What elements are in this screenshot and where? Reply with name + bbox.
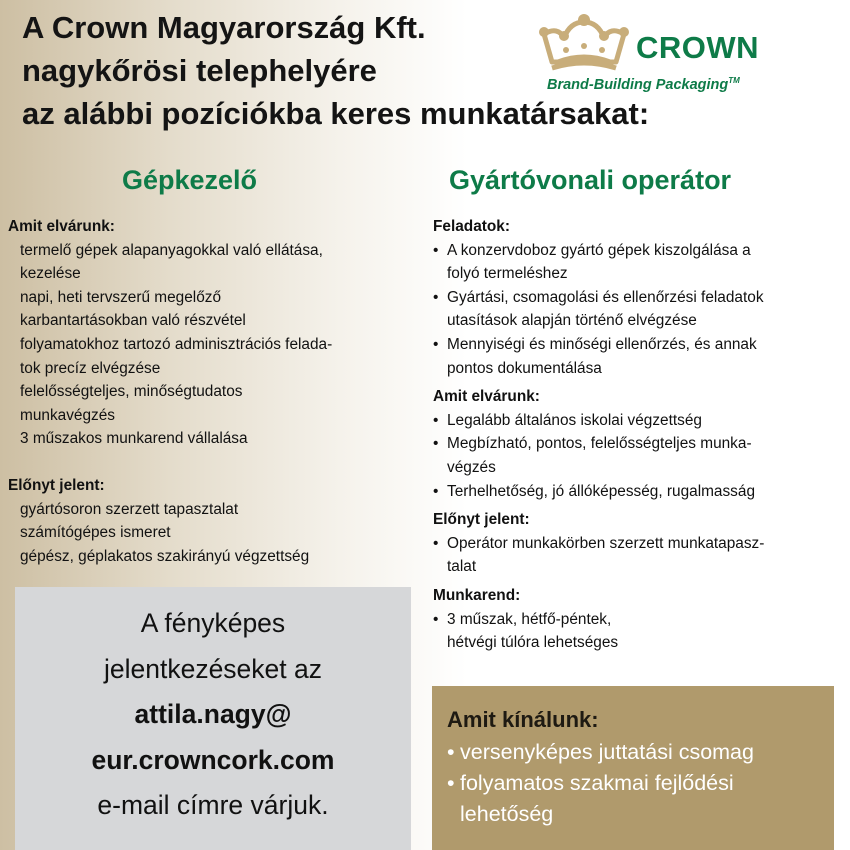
crown-icon <box>536 12 632 74</box>
advantage-line: számítógépes ismeret <box>20 524 171 542</box>
apply-line-1: A fényképes <box>140 608 286 638</box>
offer-item: • folyamatos szakmai fejlődési lehetőség <box>447 768 834 830</box>
requirement-line: tok precíz elvégzése <box>20 359 161 377</box>
shift-item: • 3 műszak, hétfő-péntek, hétvégi túlóra lehetséges <box>433 608 845 655</box>
offer-item: • versenyképes juttatási csomag <box>447 737 834 768</box>
requirement-line: karbantartásokban való részvétel <box>20 312 246 330</box>
requirement-item: • Terhelhetőség, jó állóképesség, rugalmasság <box>433 480 845 504</box>
offer-heading: Amit kínálunk: <box>447 707 599 732</box>
requirement-line: termelő gépek alapanyagokkal való ellátása, <box>20 241 323 259</box>
advantages-heading: Előnyt jelent: <box>8 476 105 494</box>
offer-box <box>432 686 834 850</box>
application-box <box>15 587 411 850</box>
task-item: • Mennyiségi és minőségi ellenőrzés, és annak pontos dokumentálása <box>433 333 845 380</box>
title-machine-operator: Gépkezelő <box>122 165 258 195</box>
tasks-heading: Feladatok: <box>433 218 510 235</box>
brand-tagline: Brand-Building Packaging™ <box>547 76 740 93</box>
email-part-1[interactable]: attila.nagy@ <box>134 699 292 729</box>
requirements-heading: Amit elvárunk: <box>8 218 115 235</box>
header-line-3: az alábbi pozíciókba keres munkatársakat: <box>22 96 650 131</box>
apply-line-2: jelentkezéseket az <box>103 653 323 684</box>
shift-heading: Munkarend: <box>433 586 521 604</box>
machine-operator-column <box>8 215 408 568</box>
requirement-line: napi, heti tervszerű megelőző <box>20 288 222 306</box>
crown-logo <box>536 8 836 100</box>
task-item: • Gyártási, csomagolási és ellenőrzési feladatok utasítások alapján történő elvégzése <box>433 286 845 333</box>
requirement-item: • Megbízható, pontos, felelősségteljes munka- végzés <box>433 432 845 479</box>
header-line-1: A Crown Magyarország Kft. <box>22 10 426 45</box>
apply-line-5: e-mail címre várjuk. <box>97 790 329 820</box>
requirement-line: 3 műszakos munkarend vállalása <box>20 430 248 448</box>
requirement-item: • Legalább általános iskolai végzettség <box>433 409 845 433</box>
advantage-line: gyártósoron szerzett tapasztalat <box>20 500 239 518</box>
task-item: • A konzervdoboz gyártó gépek kiszolgálása a folyó termeléshez <box>433 239 845 286</box>
advantages-heading: Előnyt jelent: <box>433 511 530 529</box>
requirement-line: munkavégzés <box>20 406 115 424</box>
requirement-line: folyamatokhoz tartozó adminisztrációs felada- <box>20 335 333 353</box>
title-line-operator: Gyártóvonali operátor <box>449 165 732 195</box>
line-operator-column <box>433 215 845 655</box>
header-line-2: nagykőrösi telephelyére <box>22 53 377 88</box>
advantage-line: gépész, géplakatos szakirányú végzettség <box>20 547 310 565</box>
requirement-line: kezelése <box>20 265 81 283</box>
requirements-heading: Amit elvárunk: <box>433 388 540 406</box>
brand-name: CROWN <box>636 30 760 65</box>
email-part-2[interactable]: eur.crowncork.com <box>91 744 335 775</box>
requirement-line: felelősségteljes, minőségtudatos <box>20 383 243 401</box>
advantage-item: • Operátor munkakörben szerzett munkatapasz- talat <box>433 532 845 579</box>
